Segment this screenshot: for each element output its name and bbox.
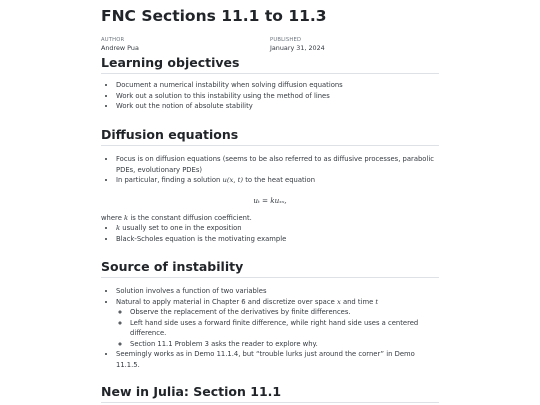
list-item <box>116 297 439 350</box>
math-inline: k <box>116 224 121 232</box>
list-item: • Solution involves a function of two variables <box>116 286 439 297</box>
list-item-text: In particular, finding a solution <box>116 176 223 184</box>
list-item-text: to the heat equation <box>243 176 316 184</box>
section-source-of-instability <box>101 259 439 370</box>
section-heading-learning-objectives: Learning objectives <box>101 55 439 74</box>
published-heading: PUBLISHED <box>270 37 302 43</box>
sublist-item: ◦ Observe the replacement of the derivatives by finite differences. <box>130 307 439 318</box>
published-block <box>270 37 439 53</box>
list-item: • Work out the notion of absolute stability <box>116 101 439 112</box>
document <box>101 0 439 53</box>
section-heading-source-of-instability: Source of instability <box>101 259 439 278</box>
sublist-item: ◦ Left hand side uses a forward finite difference, while right hand side uses a centered difference. <box>130 318 439 339</box>
display-equation: uₜ = kuₓₓ, <box>253 195 287 205</box>
section-new-in-julia <box>101 384 439 403</box>
list-item <box>116 223 439 234</box>
list-item: • Seemingly works as in Demo 11.1.4, but “trouble lurks just around the corner” in Demo 11.1.5. <box>116 349 439 370</box>
paragraph-text: where <box>101 213 125 222</box>
math-inline: x <box>336 297 341 306</box>
list-item: • Work out a solution to this instability using the method of lines <box>116 91 439 102</box>
page-title: FNC Sections 11.1 to 11.3 <box>101 7 327 25</box>
paragraph-text: is the constant diffusion coefficient. <box>128 213 252 222</box>
sublist-item: ◦ Section 11.1 Problem 3 asks the reader to explore why. <box>130 339 439 350</box>
math-inline: k <box>124 213 129 222</box>
diffusion-list-1 <box>101 154 439 186</box>
author-heading: AUTHOR <box>101 37 125 43</box>
math-inline: t <box>375 297 379 306</box>
list-item: • Focus is on diffusion equations (seems to be also referred to as diffusive processes, parabolic PDEs, evolutionary PDEs) <box>116 154 439 175</box>
list-item-text: usually set to one in the exposition <box>120 224 242 232</box>
list-item-text: and time <box>340 297 376 306</box>
instability-list <box>101 286 439 370</box>
section-diffusion-equations <box>101 127 439 244</box>
published-date: January 31, 2024 <box>270 44 325 52</box>
title-meta <box>101 37 439 53</box>
math-inline: u(x, t) <box>222 176 244 184</box>
section-learning-objectives <box>101 55 439 112</box>
list-item: • Document a numerical instability when solving diffusion equations <box>116 80 439 91</box>
list-item-text: Natural to apply material in Chapter 6 and discretize over space <box>116 297 337 306</box>
paragraph <box>101 213 439 224</box>
list-item: • Black-Scholes equation is the motivating example <box>116 234 439 245</box>
diffusion-list-2 <box>101 223 439 244</box>
list-item <box>116 175 439 186</box>
section-heading-diffusion-equations: Diffusion equations <box>101 127 439 146</box>
author-name: Andrew Pua <box>101 44 139 52</box>
section-heading-new-in-julia: New in Julia: Section 11.1 <box>101 384 439 403</box>
objectives-list <box>101 80 439 112</box>
author-block <box>101 37 270 53</box>
instability-sublist <box>116 307 439 349</box>
